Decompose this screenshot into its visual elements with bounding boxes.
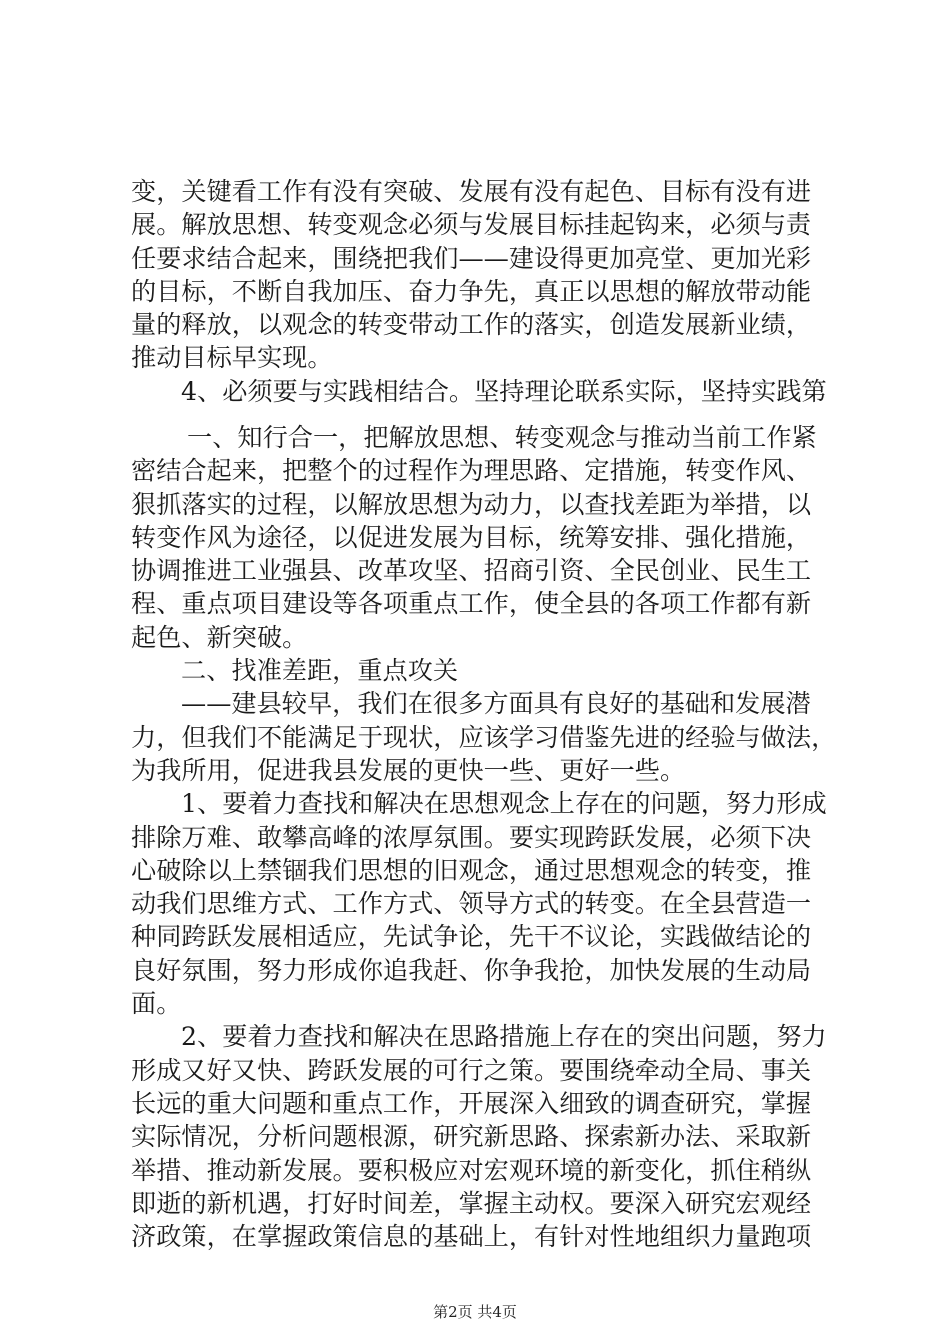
text-line: 排除万难、敢攀高峰的浓厚氛围。要实现跨跃发展，必须下决 — [131, 822, 812, 852]
text-line: 推动目标早实现。 — [131, 343, 333, 373]
text-line: 动我们思维方式、工作方式、领导方式的转变。在全县营造一 — [131, 889, 812, 919]
text-line: 良好氛围，努力形成你追我赶、你争我抢，加快发展的生动局 — [131, 955, 812, 985]
text-line: 形成又好又快、跨跃发展的可行之策。要围绕牵动全局、事关 — [131, 1055, 812, 1085]
text-line: 狠抓落实的过程，以解放思想为动力，以查找差距为举措，以 — [131, 489, 812, 519]
text-line: 济政策，在掌握政策信息的基础上，有针对性地组织力量跑项 — [131, 1222, 812, 1252]
text-line: 一、知行合一，把解放思想、转变观念与推动当前工作紧 — [187, 423, 817, 452]
text-line: 的目标，不断自我加压、奋力争先，真正以思想的解放带动能 — [131, 276, 812, 306]
text-line: 2、要着力查找和解决在思路措施上存在的突出问题，努力 — [181, 1022, 827, 1052]
text-line: 为我所用，促进我县发展的更快一些、更好一些。 — [131, 755, 686, 785]
section-heading: 二、找准差距，重点攻关 — [181, 656, 459, 686]
text-line: 实际情况，分析问题根源，研究新思路、探索新办法、采取新 — [131, 1122, 812, 1152]
text-line: 任要求结合起来，围绕把我们——建设得更加亮堂、更加光彩 — [131, 243, 812, 273]
text-line: 面。 — [131, 989, 182, 1019]
text-line: 变，关键看工作有没有突破、发展有没有起色、目标有没有进 — [131, 177, 812, 206]
text-line: 4、必须要与实践相结合。坚持理论联系实际，坚持实践第 — [181, 376, 827, 406]
text-line: 协调推进工业强县、改革攻坚、招商引资、全民创业、民生工 — [131, 556, 812, 586]
text-block-top — [131, 175, 831, 408]
text-line: 种同跨跃发展相适应，先试争论，先干不议论，实践做结论的 — [131, 922, 812, 952]
text-line: 长远的重大问题和重点工作，开展深入细致的调查研究，掌握 — [131, 1088, 812, 1118]
text-line: 转变作风为途径，以促进发展为目标，统筹安排、强化措施， — [131, 522, 812, 552]
text-line: 密结合起来，把整个的过程作为理思路、定措施，转变作风、 — [131, 456, 812, 486]
text-line: 举措、推动新发展。要积极应对宏观环境的新变化，抓住稍纵 — [131, 1155, 812, 1185]
text-line: 起色、新突破。 — [131, 622, 308, 652]
text-line: ——建县较早，我们在很多方面具有良好的基础和发展潜 — [181, 689, 811, 719]
text-line: 程、重点项目建设等各项重点工作，使全县的各项工作都有新 — [131, 589, 812, 619]
text-line: 1、要着力查找和解决在思想观念上存在的问题，努力形成 — [181, 789, 827, 819]
text-line: 心破除以上禁锢我们思想的旧观念，通过思想观念的转变，推 — [131, 855, 812, 885]
text-line: 力，但我们不能满足于现状，应该学习借鉴先进的经验与做法， — [131, 722, 837, 752]
text-block-main — [131, 421, 837, 1253]
text-line: 展。解放思想、转变观念必须与发展目标挂起钩来，必须与责 — [131, 210, 812, 240]
text-line: 即逝的新机遇，打好时间差，掌握主动权。要深入研究宏观经 — [131, 1188, 812, 1218]
text-line: 量的释放，以观念的转变带动工作的落实，创造发展新业绩， — [131, 310, 812, 340]
page-number-footer: 第2页 共4页 — [433, 1303, 517, 1321]
